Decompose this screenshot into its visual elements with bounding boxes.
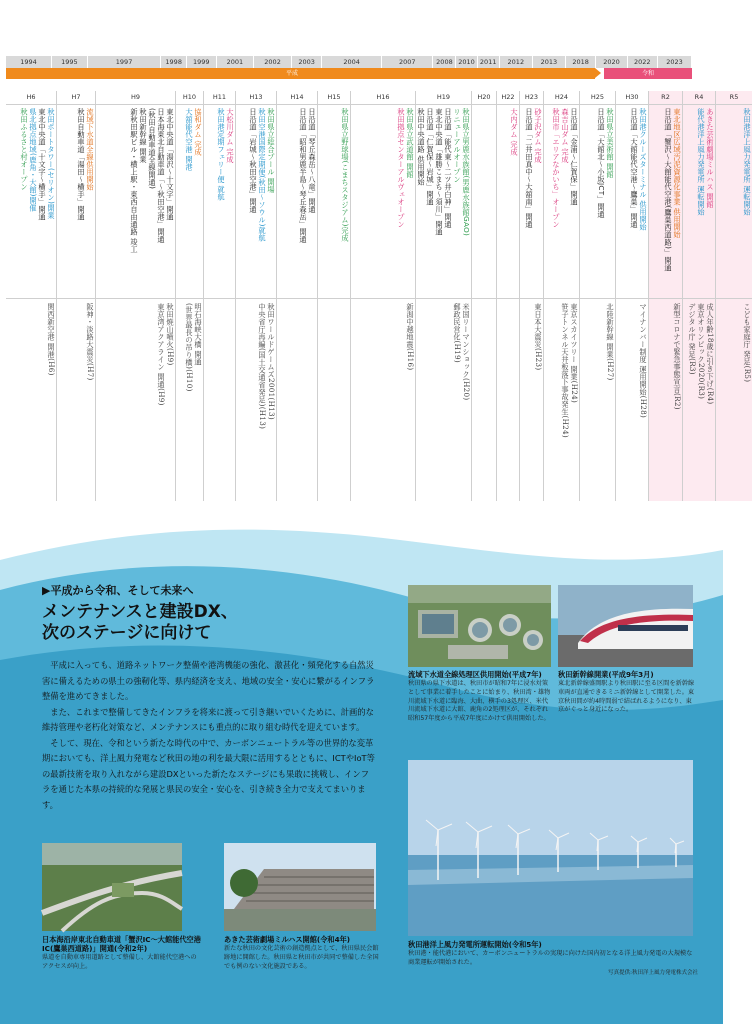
year-cell: 2007 [382,56,433,68]
akita-event: 日沿道「琴丘森岳～八竜」開通 [308,108,317,213]
akita-events [318,105,350,299]
national-event: 北陸新幹線 開業(H27) [606,303,615,381]
timeline-column [543,91,579,501]
sewage-caption-body: 秋田県の県下水道は、秋田市が昭和7年に浸水対策として事業に着手したことに始まり、秋田湾・雄物川流域下水道に臨海、大曲、横手の3処理区、米代川流域下水道に大館、鹿角の2処理区が、それぞれ昭和57年度から平成7年度にかけて供用開始した。 [408,680,551,723]
timeline-column [350,91,415,501]
national-events [6,299,56,376]
windfarm-caption [408,940,698,977]
akita-event: 日沿道「昭和男鹿半島～琴丘森岳」開通 [299,108,308,243]
intro-paragraph-2: また、これまで整備してきたインフラを将来に渡って引き継いでいくために、計画的な維持管理や老朽化対策など、メンテナンスにも重点的に取り組む時代を迎えています。 [42,706,374,732]
era-code: R5 [716,91,752,105]
year-cell: 2011 [478,56,500,68]
national-event: 新型コロナで緊急事態宣言(R2) [673,303,682,410]
national-event: 秋田ワールドゲームズ2001(H13) [267,303,276,421]
akita-event: 日沿道「大館能代空港～鷹巣」開通 [630,108,639,228]
national-events [580,299,615,381]
akita-event: 秋田空港国際定期便(秋田～ソウル)就航 [258,108,267,242]
shinkansen-caption-body: 東北新幹線盛岡駅より秋田駅に至る区間を新幹線車両が直通できるミニ新幹線として開業した。東京秋田間が約4時間弱で結ばれるようになり、東京がぐっと身近になった。 [558,680,695,714]
year-cell: 2004 [322,56,382,68]
national-event: 明石海峡大橋 開通 [194,303,203,366]
year-cell: 2008 [433,56,456,68]
timeline-column [496,91,519,501]
milhas-photo [224,843,376,931]
expressway-caption-body: 県道を自動車専用道路として整備し、大館能代空港へのアクセスが向上。 [42,954,197,970]
national-events [472,299,496,303]
timeline-column [317,91,350,501]
akita-event: 大舘能代空港 開港 [185,108,194,171]
era-code: R2 [649,91,682,105]
year-cell: 2003 [292,56,322,68]
akita-event: 協和ダム 完成 [194,108,203,156]
timeline-column [235,91,276,501]
akita-event: 日沿道「大館北～小坂JCT」開通 [597,108,606,218]
milhas-image [224,843,376,931]
sewage-caption-title: 流域下水道全線処理区供用開始(平成7年) [408,670,542,679]
era-code: H19 [416,91,471,105]
akita-event: 大松川ダム 完成 [226,108,235,164]
timeline-grid [6,91,752,501]
milhas-caption-title: あきた芸術劇場ミルハス開館(令和4年) [224,935,351,944]
national-event: 成人年齢18歳に引き下げ(R4) [706,303,715,405]
milhas-caption [224,935,384,971]
akita-event: 日沿道「能代東～二ツ井白神」開通 [444,108,453,228]
akita-event: 秋田中央道路 供用開始 [417,108,426,186]
national-events [96,299,175,406]
era-code: R4 [683,91,715,105]
heisei-arrow [6,68,595,79]
national-events [544,299,579,438]
national-event: 東京スカイツリー 開業(H24) [570,303,579,404]
year-cell: 2023 [658,56,692,68]
era-code: H9 [96,91,175,105]
shinkansen-caption [558,670,698,715]
akita-event: 日沿道「岩城～秋田空港」開通 [249,108,258,213]
akita-event: 日沿道「二井田真中～大舘南」開通 [525,108,534,228]
akita-events [497,105,519,299]
year-cell: 2013 [533,56,566,68]
national-events [616,299,648,418]
sewage-caption [408,670,551,724]
shinkansen-image [558,585,693,667]
year-cell: 1998 [161,56,187,68]
akita-event: 東北地区広域汚泥資源化事業 供用開始 [673,108,682,239]
timeline-column [175,91,203,501]
intro-block [42,582,377,813]
national-events [716,299,752,382]
national-event: 新潟中越地震(H16) [406,303,415,371]
akita-events [6,105,56,299]
timeline-column [615,91,648,501]
intro-paragraph-1: 平成に入っても、道路ネットワーク整備や港湾機能の強化、激甚化・頻発化する自然災害に備えるための県土の強靭化等、県内経済を支え、地域の安全・安心に繋がるインフラ整備を進めてきました。 [42,660,375,701]
expressway-caption-title: 日本海沿岸東北自動車道「蟹沢IC～大館能代空港IC(鷹巣西道路)」開通(令和2年) [42,935,201,953]
akita-events [683,105,715,299]
akita-event: 秋田自動車道「湯田～横手」開通 [77,108,86,221]
akita-event: 秋田港クルーズターミナル 供用開始 [639,108,648,231]
year-cell: 1994 [6,56,52,68]
year-cell: 1995 [52,56,88,68]
akita-event: 砂子沢ダム 完成 [534,108,543,164]
akita-events [520,105,543,299]
milhas-caption-body: 新たな秋田の文化芸術の創造拠点として、秋田県民会館跡地に開館した。秋田県と秋田市が共同で整備した全国でも例のない文化施設である。 [224,945,379,970]
akita-events [580,105,615,299]
heisei-label: 平成 [286,70,299,77]
year-cell: 2002 [254,56,292,68]
section-kicker: ▶平成から令和、そして未来へ [42,584,194,597]
timeline-column [471,91,496,501]
akita-events [544,105,579,299]
akita-event: 流域下水道全線供用開始 [86,108,95,191]
akita-events [416,105,471,299]
akita-event: 秋田ポートタワー(セリオン)開業 [47,108,56,220]
national-event: 秋田焼山噴火(H9) [166,303,175,366]
akita-event: 日本海東北自動車道「～秋田空港」開通 [157,108,166,243]
national-event: 笹子トンネル天井板落下事故発生(H24) [561,303,570,439]
akita-event: 秋田港定期フェリー便 就航 [217,108,226,201]
timeline-column [715,91,752,501]
era-code: H23 [520,91,543,105]
sewage-plant-photo [408,585,551,667]
akita-event: (秋田自動車道全線開通) [148,108,157,190]
national-events [277,299,317,303]
timeline-column [6,91,56,501]
timeline-column [56,91,95,501]
year-cell: 1999 [187,56,216,68]
national-events [204,299,235,303]
year-cell: 2020 [596,56,627,68]
national-event: 東京オリンピック2020(R3) [697,303,706,400]
expressway-photo [42,843,182,931]
shinkansen-caption-title: 秋田新幹線開業(平成9年3月) [558,670,654,679]
reiwa-label: 令和 [642,70,655,77]
akita-event: 大内ダム 完成 [510,108,519,156]
reiwa-bar [604,68,692,79]
national-events [57,299,95,381]
national-event: 郵政民営化(H19) [453,303,462,364]
akita-events [236,105,276,299]
timeline-column [519,91,543,501]
era-code: H11 [204,91,235,105]
era-code: H25 [580,91,615,105]
akita-event: 森吉山ダム 完成 [561,108,570,164]
akita-event: 秋田ふるさと村オープン [20,108,29,191]
era-code: H10 [176,91,203,105]
national-event: 関西新空港 開港(H6) [47,303,56,376]
era-code: H7 [57,91,95,105]
national-events [416,299,471,401]
era-code: H14 [277,91,317,105]
era-code: H13 [236,91,276,105]
year-cell: 1997 [88,56,161,68]
national-event: 東日本大震災(H23) [534,303,543,371]
era-code: H15 [318,91,350,105]
intro-paragraph-3: そして、現在、令和という新たな時代の中で、カーボンニュートラル等の世界的な変革期においても、洋上風力発電など秋田の地の利を最大限に活用するとともに、ICTやIoT等の最新技術を取り入れながら建設DXといった新たなステージにも果敢に挑戦し、インフラを通じた本県の持続的な発展と県民の安全・安心を、引き続き全力で支えてまいります。 [42,737,375,810]
national-events [649,299,682,410]
year-cell: 2010 [456,56,477,68]
national-event: デジタル庁 発足(R3) [688,303,697,375]
era-bar [6,68,692,79]
akita-events [616,105,648,299]
timeline [6,56,752,439]
timeline-column [682,91,715,501]
shinkansen-photo [558,585,693,667]
windfarm-caption-title: 秋田港洋上風力発電所運転開始(令和5年) [408,940,542,949]
year-cell: 2018 [566,56,596,68]
windfarm-image [408,760,693,936]
akita-events [277,105,317,299]
akita-event: 秋田拠点センターアルヴェオープン [397,108,406,228]
akita-event: 東北中央道「雄勝こまち～須川」開通 [435,108,444,236]
akita-event: 秋田市「エリアなかいち」オープン [552,108,561,228]
akita-events [204,105,235,299]
timeline-column [648,91,682,501]
windfarm-caption-body: 秋田港・能代港において、カーボンニュートラルの実現に向けた国内初となる洋上風力発電の大規模な商業運転が開始された。 [408,950,693,966]
akita-event: 秋田新幹線 開業 [139,108,148,164]
era-code: H20 [472,91,496,105]
akita-event: 秋田県立美術館 開館 [606,108,615,179]
akita-events [649,105,682,299]
akita-events [351,105,415,299]
national-event: 阪神・淡路大震災(H7) [86,303,95,381]
national-event: マイナンバー制度 運用開始(H28) [639,303,648,419]
era-code: H30 [616,91,648,105]
national-events [318,299,350,303]
year-cell: 2022 [628,56,658,68]
akita-event: 新秋田駅ビル・横上駅・東西自由通路 竣工 [130,108,139,254]
akita-event: 秋田県立男鹿水族館(男鹿水族館GAO) [462,108,471,237]
akita-event: 秋田港洋上風力発電所 運転開始 [743,108,752,216]
timeline-column [579,91,615,501]
akita-event: 能代港洋上風力発電所 運転開始 [697,108,706,216]
national-event: 中央省庁再編(国土交通省発足)(H13) [258,303,267,430]
year-cell: 2001 [217,56,255,68]
akita-event: 秋田県立総合プール 開場 [267,108,276,194]
era-code: H6 [6,91,56,105]
windfarm-photo [408,760,693,936]
timeline-column [95,91,175,501]
national-events [236,299,276,429]
akita-event: あきた芸術劇場ミルハス 開館 [706,108,715,209]
akita-events [472,105,496,299]
timeline-column [203,91,235,501]
akita-event: 日沿道「蟹沢～大館能代空港(鷹巣西道路)」開通 [664,108,673,272]
akita-events [57,105,95,299]
year-cell: 2012 [500,56,533,68]
era-code: H16 [351,91,415,105]
akita-events [716,105,752,299]
akita-event: 日沿道「金浦～仁賀保」開通 [570,108,579,206]
era-code: H22 [497,91,519,105]
lower-section [0,510,723,1024]
expressway-image [42,843,182,931]
sewage-plant-image [408,585,551,667]
national-events [683,299,715,405]
akita-events [96,105,175,299]
akita-event: リニューアルオープン [453,108,462,183]
national-event: (世界最長の吊り橋)(H10) [185,303,194,392]
national-events [520,299,543,371]
akita-event: 東北中央道「十文字～横手」開通 [38,108,47,221]
national-event: 東京湾アクアライン 開通(H9) [157,303,166,406]
akita-event: 東北中央道「湯沢～十文字」開通 [166,108,175,221]
timeline-column [276,91,317,501]
akita-event: 秋田県立野球場(こまちスタジアム)完成 [341,108,350,242]
national-events [351,299,415,371]
akita-events [176,105,203,299]
national-event: こども家庭庁 発足(R5) [743,303,752,383]
windfarm-photo-credit: 写真提供:秋田洋上風力発電株式会社 [608,969,698,976]
expressway-caption [42,935,202,972]
national-event: 米国リーマンショック(H20) [462,303,471,401]
national-events [497,299,519,303]
section-title-line2: 次のステージに向けて [42,623,212,643]
timeline-column [415,91,471,501]
era-code: H24 [544,91,579,105]
national-events [176,299,203,392]
akita-event: 秋田県立武道館 開館 [406,108,415,179]
akita-event: 県北拠点地域(鹿角・大館)開催 [29,108,38,212]
akita-event: 日沿道「仁賀保～岩城」開通 [426,108,435,206]
year-row [6,56,692,68]
section-title-line1: メンテナンスと建設DX、 [42,602,238,622]
